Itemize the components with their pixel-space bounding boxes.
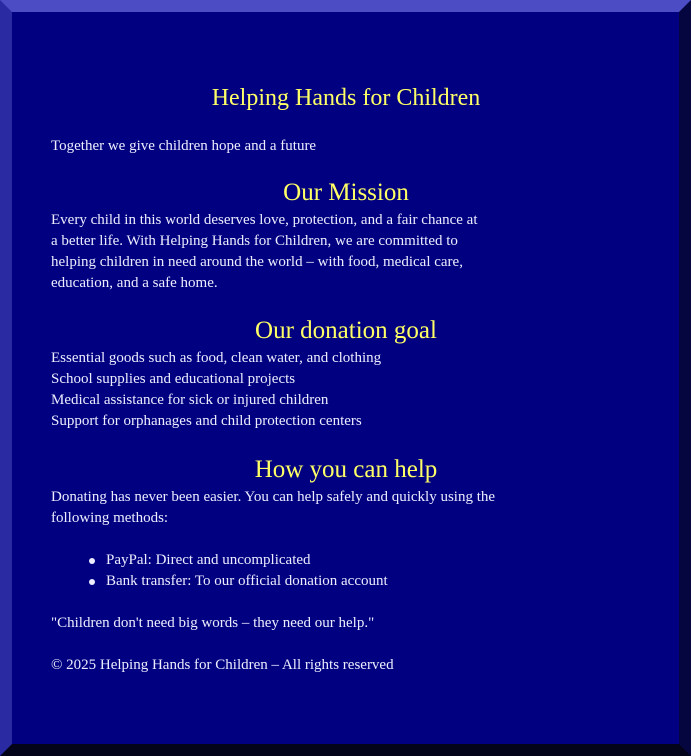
bullet-icon [89,579,95,585]
help-heading: How you can help [254,456,438,483]
goal-item: School supplies and educational projects [51,371,296,387]
mission-line: Every child in this world deserves love, protection, and a fair chance at [51,212,478,228]
help-intro-line: following methods: [51,510,169,526]
help-intro-line: Donating has never been easier. You can help safely and quickly using the [51,489,496,505]
goal-item: Medical assistance for sick or injured children [51,392,329,408]
tagline: Together we give children hope and a future [51,138,317,154]
mission-heading: Our Mission [283,179,409,206]
quote: "Children don't need big words – they need our help." [51,615,375,631]
payment-method-label: Bank transfer: To our official donation account [106,573,388,589]
mission-line: a better life. With Helping Hands for Children, we are committed to [51,233,458,249]
payment-method-bank-transfer [51,571,388,592]
payment-method-label: PayPal: Direct and uncomplicated [106,552,311,568]
payment-methods-list [51,550,388,592]
copyright: © 2025 Helping Hands for Children – All rights reserved [51,657,394,673]
goal-item: Support for orphanages and child protection centers [51,413,362,429]
goal-item: Essential goods such as food, clean water, and clothing [51,350,382,366]
payment-method-paypal [51,550,388,571]
bullet-icon [89,558,95,564]
page-title: Helping Hands for Children [211,85,481,111]
mission-line: helping children in need around the world – with food, medical care, [51,254,463,270]
mission-line: education, and a safe home. [51,275,218,291]
goal-heading: Our donation goal [255,317,437,344]
